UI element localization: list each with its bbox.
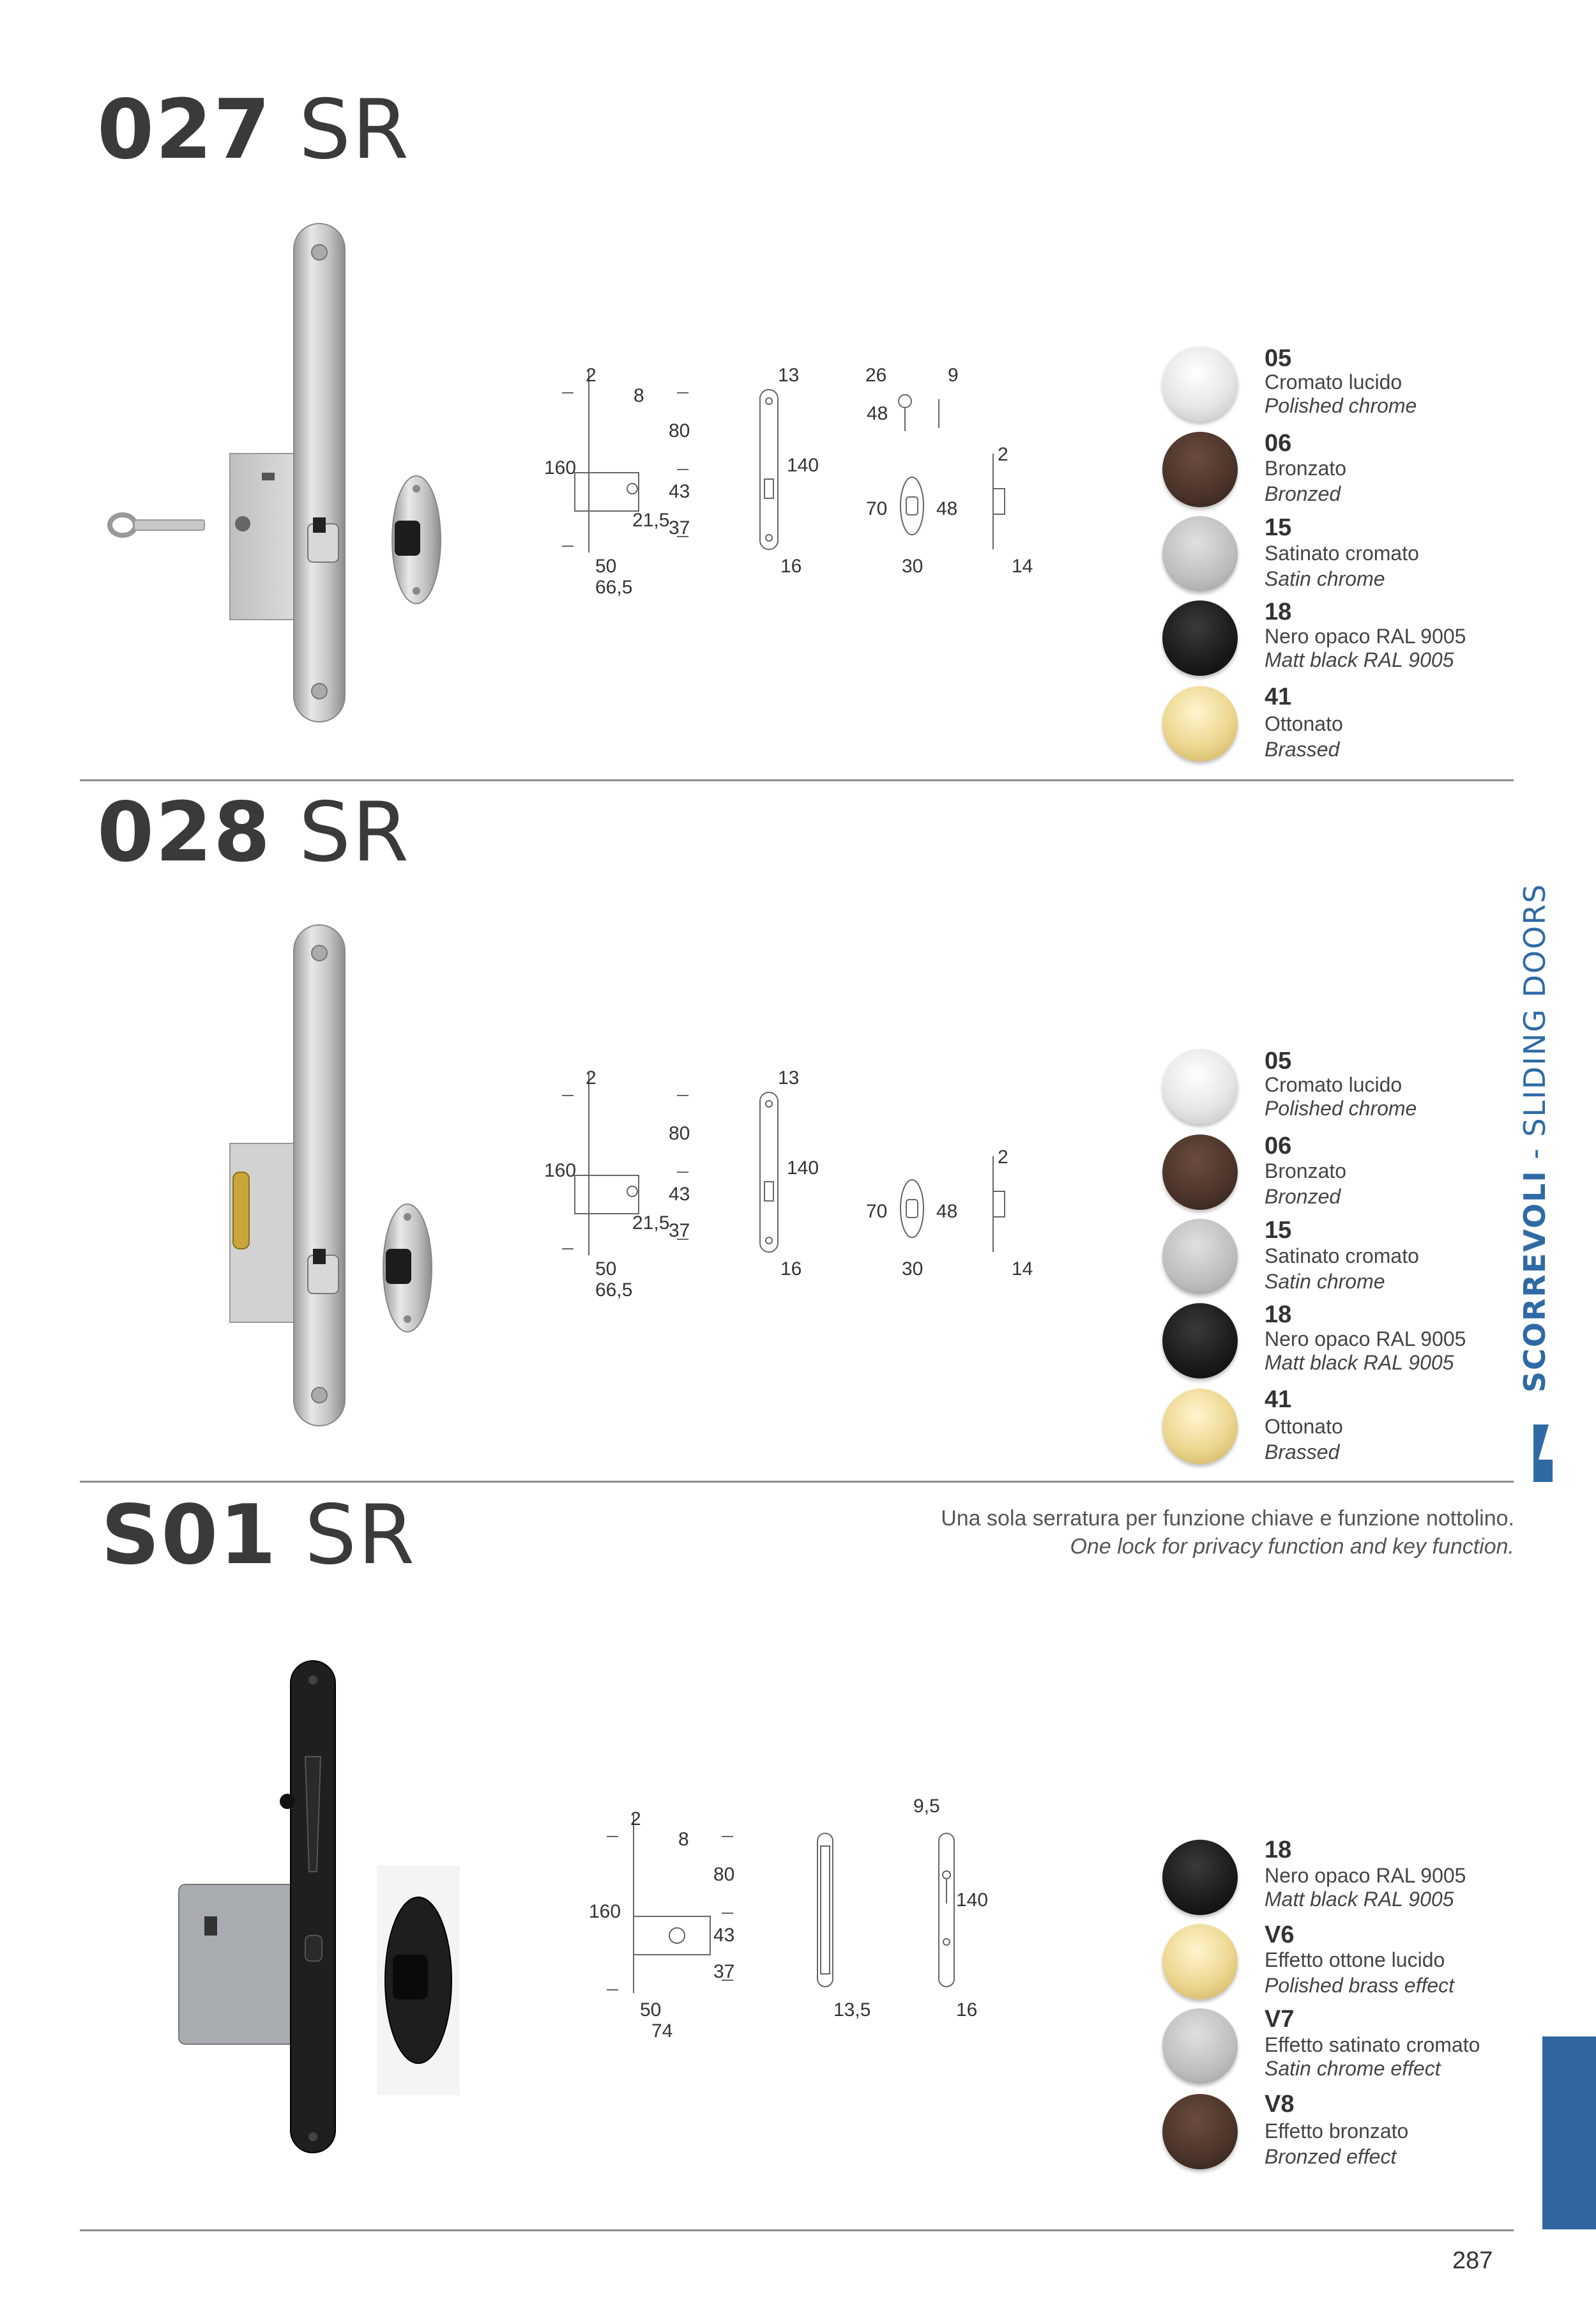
- finish-code: 05: [1265, 1048, 1292, 1074]
- dim-label: 13: [778, 365, 800, 386]
- dim-label: 8: [634, 385, 644, 406]
- brand-mark-icon: [1530, 1421, 1555, 1485]
- finish-name-it: Nero opaco RAL 9005: [1265, 625, 1466, 648]
- product-note-en: One lock for privacy function and key function.: [1070, 1534, 1514, 1559]
- finish-name-en: Satin chrome effect: [1265, 2057, 1441, 2080]
- finish-code: 18: [1265, 1301, 1292, 1328]
- dim-label: 9,5: [913, 1796, 940, 1817]
- dim-label: 43: [713, 1925, 735, 1946]
- finish-code: 05: [1265, 345, 1292, 372]
- finish-name-en: Bronzed: [1265, 482, 1341, 505]
- finish-name-it: Ottonato: [1265, 712, 1343, 735]
- finish-swatch-05: [1162, 1049, 1238, 1124]
- dim-label: 50: [595, 556, 617, 577]
- finish-swatch-18: [1162, 1840, 1238, 1915]
- finish-swatch-15: [1162, 516, 1238, 592]
- dim-label: 13,5: [833, 1999, 871, 2020]
- finish-name-en: Matt black RAL 9005: [1265, 1888, 1454, 1911]
- dim-label: 70: [866, 1201, 888, 1222]
- product-title-s01: [101, 1488, 416, 1583]
- dim-label: 140: [787, 1157, 819, 1179]
- dim-label: 66,5: [595, 577, 633, 598]
- dim-label: 26: [865, 365, 887, 386]
- dim-label: 80: [713, 1864, 735, 1885]
- side-label-rest: - SLIDING DOORS: [1517, 883, 1552, 1170]
- finish-code: 15: [1265, 1217, 1292, 1244]
- title-suffix: SR: [298, 82, 411, 178]
- finish-name-en: Polished brass effect: [1265, 1974, 1455, 1997]
- finish-swatch-15: [1162, 1219, 1238, 1294]
- dim-label: 30: [902, 1258, 923, 1279]
- product-title-027: [97, 82, 411, 178]
- side-label-bold: SCORREVOLI: [1517, 1170, 1552, 1393]
- product-title-028: [97, 785, 411, 880]
- finish-name-en: Polished chrome: [1265, 1097, 1417, 1120]
- key-icon: [110, 515, 204, 535]
- title-code: S01: [101, 1488, 278, 1583]
- finish-name-it: Nero opaco RAL 9005: [1265, 1864, 1466, 1887]
- finish-name-it: Effetto ottone lucido: [1265, 1948, 1445, 1971]
- page-number: 287: [1452, 2247, 1493, 2274]
- dim-label: 80: [669, 1123, 690, 1144]
- title-suffix: SR: [305, 1488, 416, 1583]
- finish-code: 15: [1265, 514, 1292, 541]
- dim-label: 37: [669, 1220, 690, 1241]
- dim-label: 160: [544, 457, 577, 478]
- finish-name-en: Brassed: [1265, 738, 1340, 761]
- dim-label: 70: [866, 498, 888, 519]
- dim-label: 16: [780, 556, 802, 577]
- finish-code: 41: [1265, 1386, 1292, 1413]
- finish-swatch-18: [1162, 600, 1238, 676]
- finish-name-it: Bronzato: [1265, 1159, 1347, 1182]
- dim-label: 2: [998, 444, 1008, 465]
- dim-label: 48: [936, 498, 958, 519]
- dim-label: 14: [1012, 1258, 1033, 1279]
- dim-label: 37: [713, 1961, 735, 1982]
- finish-swatch-v7: [1162, 2008, 1238, 2084]
- title-code: 027: [97, 82, 272, 178]
- dim-label: 21,5: [632, 1212, 670, 1234]
- finish-name-en: Bronzed effect: [1265, 2145, 1397, 2168]
- finish-name-it: Cromato lucido: [1265, 1073, 1402, 1096]
- side-label: [1517, 883, 1552, 1393]
- dim-label: 16: [780, 1258, 802, 1279]
- dim-label: 50: [640, 1999, 662, 2020]
- dim-label: 2: [998, 1147, 1008, 1168]
- section-divider: [80, 1481, 1514, 1483]
- finish-swatch-v6: [1162, 1924, 1238, 1999]
- dim-label: 160: [589, 1901, 621, 1922]
- finish-swatch-41: [1162, 686, 1238, 761]
- dim-label: 14: [1012, 556, 1033, 577]
- technical-drawing-s01: [594, 1808, 1041, 2025]
- product-note-it: Una sola serratura per funzione chiave e funzione nottolino.: [941, 1506, 1514, 1531]
- dim-label: 2: [630, 1808, 641, 1829]
- finish-code: V8: [1265, 2091, 1295, 2118]
- finish-name-en: Polished chrome: [1265, 394, 1417, 417]
- finish-name-it: Effetto bronzato: [1265, 2120, 1409, 2143]
- finish-swatch-06: [1162, 1134, 1238, 1210]
- finish-name-en: Satin chrome: [1265, 1270, 1385, 1293]
- dim-label: 43: [669, 481, 690, 502]
- title-code: 028: [97, 785, 272, 880]
- finish-code: 18: [1265, 1837, 1292, 1863]
- finish-name-en: Matt black RAL 9005: [1265, 648, 1454, 671]
- finish-code: V7: [1265, 2006, 1295, 2033]
- finish-name-en: Bronzed: [1265, 1185, 1341, 1208]
- product-image-s01: [172, 1654, 473, 2159]
- dim-label: 8: [678, 1829, 689, 1850]
- section-divider: [80, 779, 1514, 781]
- finish-swatch-18: [1162, 1303, 1238, 1379]
- finish-code: 18: [1265, 599, 1292, 625]
- dim-label: 160: [544, 1160, 577, 1181]
- dim-label: 140: [787, 455, 819, 476]
- dim-label: 50: [595, 1258, 617, 1279]
- finish-name-it: Ottonato: [1265, 1415, 1343, 1438]
- dim-label: 66,5: [595, 1279, 633, 1301]
- finish-name-en: Matt black RAL 9005: [1265, 1351, 1454, 1374]
- finish-name-en: Brassed: [1265, 1440, 1340, 1463]
- finish-name-it: Satinato cromato: [1265, 1244, 1419, 1267]
- finish-swatch-06: [1162, 432, 1238, 507]
- title-suffix: SR: [298, 785, 411, 880]
- finish-name-it: Bronzato: [1265, 457, 1347, 480]
- finish-name-it: Cromato lucido: [1265, 370, 1402, 393]
- chapter-tab: [1542, 2036, 1596, 2229]
- finish-name-it: Satinato cromato: [1265, 542, 1419, 565]
- dim-label: 140: [956, 1890, 989, 1911]
- dim-label: 80: [669, 420, 690, 441]
- dim-label: 48: [867, 403, 888, 424]
- finish-swatch-v8: [1162, 2094, 1238, 2169]
- finish-name-it: Effetto satinato cromato: [1265, 2033, 1480, 2056]
- dim-label: 74: [651, 2020, 673, 2042]
- dim-label: 37: [669, 517, 690, 538]
- dim-label: 2: [586, 365, 597, 386]
- finish-name-it: Nero opaco RAL 9005: [1265, 1327, 1466, 1350]
- finish-code: 06: [1265, 1133, 1292, 1159]
- finish-name-en: Satin chrome: [1265, 567, 1385, 590]
- dim-label: 2: [586, 1067, 597, 1088]
- dim-label: 9: [948, 365, 959, 386]
- finish-code: 41: [1265, 684, 1292, 710]
- finish-swatch-05: [1162, 346, 1238, 422]
- finish-swatch-41: [1162, 1389, 1238, 1464]
- dim-label: 43: [669, 1184, 690, 1205]
- dim-label: 16: [956, 1999, 978, 2020]
- finish-code: 06: [1265, 430, 1292, 457]
- finish-code: V6: [1265, 1921, 1295, 1948]
- dim-label: 13: [778, 1067, 800, 1088]
- dim-label: 48: [936, 1201, 958, 1222]
- dim-label: 30: [902, 556, 923, 577]
- section-divider: [80, 2229, 1514, 2231]
- product-image-028: [102, 920, 460, 1431]
- product-image-027: [102, 217, 460, 728]
- dim-label: 21,5: [632, 510, 670, 531]
